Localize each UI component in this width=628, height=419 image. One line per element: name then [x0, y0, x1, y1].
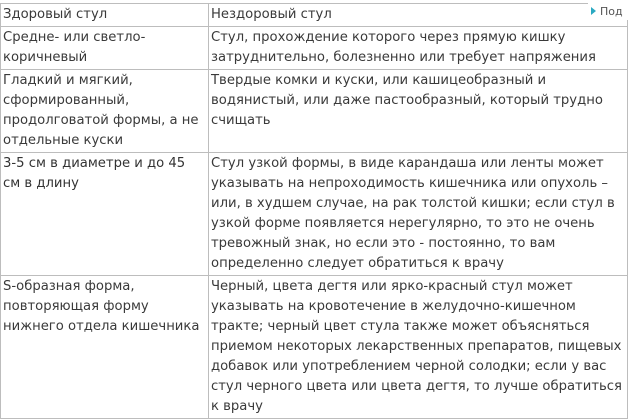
- cell-healthy: Гладкий и мягкий, сформированный, продолговатой формы, а не отдельные куски: [1, 70, 209, 153]
- table-row: [1, 27, 628, 70]
- table-row: [1, 276, 628, 419]
- cell-unhealthy: Черный, цвета дегтя или ярко-красный стул может указывать на кровотечение в желудочно-кишечном тракте; черный цвет стула также может объясняться приемом некоторых лекарственных препаратов, пищевых добавок или употреблением черной солодки; если у вас стул черного цвета или цвета дегтя, то лучше обратиться к врачу: [209, 276, 628, 419]
- cell-healthy: 3-5 см в диаметре и до 45 см в длину: [1, 153, 209, 276]
- cell-unhealthy: Твердые комки и куски, или кашицеобразный и водянистый, или даже пастообразный, который трудно счищать: [209, 70, 628, 153]
- share-overlay[interactable]: [588, 2, 628, 20]
- cell-unhealthy: Стул, прохождение которого через прямую кишку затруднительно, болезненно или требует напряжения: [209, 27, 628, 70]
- stool-comparison-table: [0, 3, 628, 419]
- header-unhealthy: Нездоровый стул: [209, 4, 628, 27]
- table-header-row: [1, 4, 628, 27]
- table-row: [1, 70, 628, 153]
- cell-healthy: Средне- или светло-коричневый: [1, 27, 209, 70]
- table-row: [1, 153, 628, 276]
- cell-unhealthy: Стул узкой формы, в виде карандаша или ленты может указывать на непроходимость кишечника или опухоль – или, в худшем случае, на рак толстой кишки; если стул в узкой форме появляется нерегулярно, то это не очень тревожный знак, но если это - постоянно, то вам определенно следует обратиться к врачу: [209, 153, 628, 276]
- cell-healthy: S-образная форма, повторяющая форму нижнего отдела кишечника: [1, 276, 209, 419]
- play-triangle-icon: [591, 7, 596, 15]
- overlay-label: Под: [600, 4, 623, 18]
- header-healthy: Здоровый стул: [1, 4, 209, 27]
